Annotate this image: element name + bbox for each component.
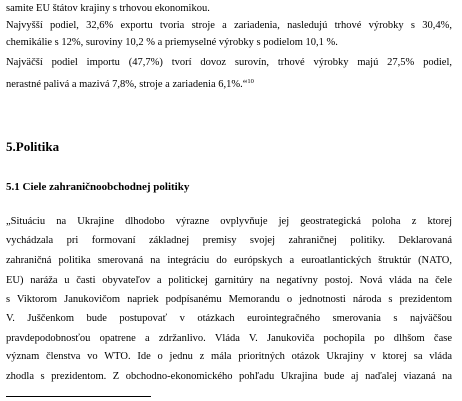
intro-line-4: Najväčší podiel importu (47,7%) tvorí dovoz surovín, trhové výrobky majú 27,5% podiel, xyxy=(6,57,452,68)
body-line-9: zhodla s prezidentom. Z obchodno-ekonomického pohľadu Ukrajina bude aj naďalej viazaná na xyxy=(6,371,452,382)
body-line-7: pravdepodobnosťou opatrene a zdržanlivo. Vláda V. Janukoviča pochopila po dlhšom čase xyxy=(6,333,452,344)
body-line-3: zahraničná politika smerovaná na integráciu do európskych a euroatlantických štruktúr (NATO, xyxy=(6,255,452,266)
subsection-heading: 5.1 Ciele zahraničnoobchodnej politiky xyxy=(6,181,190,193)
footnote-reference[interactable]: 10 xyxy=(247,78,254,85)
intro-line-3: chemikálie s 12%, suroviny 10,2 % a priemyselné výrobky s podielom 10,1 %. xyxy=(6,37,338,48)
body-line-1: „Situáciu na Ukrajine dlhodobo výrazne ovplyvňuje jej geostrategická poloha z ktorej xyxy=(6,216,452,227)
intro-line-1: samite EU štátov krajiny s trhovou ekonomikou. xyxy=(6,3,210,14)
intro-line-2: Najvyšší podiel, 32,6% exportu tvoria stroje a zariadenia, nasledujú trhové výrobky s 30,4%, xyxy=(6,20,452,31)
intro-line-5 xyxy=(6,75,452,91)
body-line-8: význam členstva vo WTO. Ide o jednu z mála prioritných otázok Ukrajiny v ktorej sa vláda xyxy=(6,351,452,362)
intro-line-5-text: nerastné palivá a mazivá 7,8%, stroje a zariadenia 6,1%.“ xyxy=(6,79,248,90)
section-heading: 5.Politika xyxy=(6,139,60,154)
body-line-4: EU) naráža u časti obyvateľov a politickej garnitúry na negatívny postoj. Nová vláda na čele xyxy=(6,275,452,286)
body-line-2: vychádzala pri formovaní základnej premisy svojej zahraničnej politiky. Deklarovaná xyxy=(6,235,452,246)
body-line-6: V. Juščenkom bude postupovať v otázkach eurointegračného smerovania s najväčšou xyxy=(6,313,452,324)
body-line-5: s Viktorom Janukovičom napriek podpísanému Memorandu o jednotnosti národa s prezidentom xyxy=(6,294,452,305)
footnote-separator xyxy=(6,396,151,397)
